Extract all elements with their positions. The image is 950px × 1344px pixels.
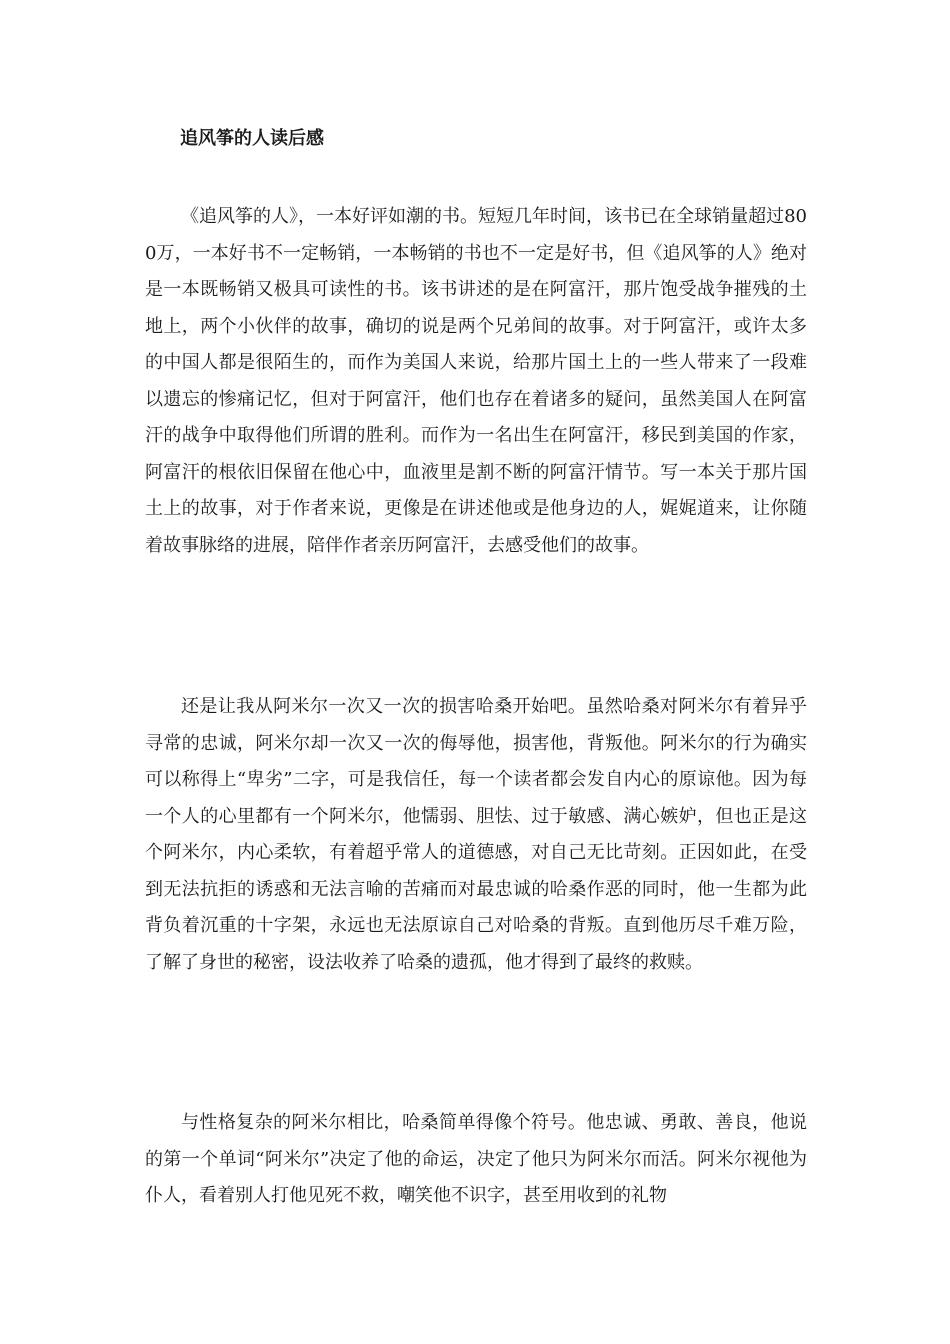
paragraph-1: 《追风筝的人》，一本好评如潮的书。短短几年时间，该书已在全球销量超过800万，一本好书不一定畅销，一本畅销的书也不一定是好书，但《追风筝的人》绝对是一本既畅销又极具可读性的书。该书讲述的是在阿富汗，那片饱受战争摧残的土地上，两个小伙伴的故事，确切的说是两个兄弟间的故事。对于阿富汗，或许太多的中国人都是很陌生的，而作为美国人来说，给那片国土上的一些人带来了一段难以遗忘的惨痛记忆，但对于阿富汗，他们也存在着诸多的疑问，虽然美国人在阿富汗的战争中取得他们所谓的胜利。而作为一名出生在阿富汗，移民到美国的作家，阿富汗的根依旧保留在他心中，血液里是割不断的阿富汗情节。写一本关于那片国土上的故事，对于作者来说，更像是在讲述他或是他身边的人，娓娓道来，让你随着故事脉络的进展，陪伴作者亲历阿富汗，去感受他们的故事。 (145, 206, 807, 556)
document-title: 追风筝的人读后感 (180, 128, 324, 149)
paragraph-2: 还是让我从阿米尔一次又一次的损害哈桑开始吧。虽然哈桑对阿米尔有着异乎寻常的忠诚，阿米尔却一次又一次的侮辱他，损害他，背叛他。阿米尔的行为确实可以称得上“卑劣”二字，可是我信任，每一个读者都会发自内心的原谅他。因为每一个人的心里都有一个阿米尔，他懦弱、胆怯、过于敏感、满心嫉妒，但也正是这个阿米尔，内心柔软，有着超乎常人的道德感，对自己无比苛刻。正因如此，在受到无法抗拒的诱惑和无法言喻的苦痛而对最忠诚的哈桑作恶的同时，他一生都为此背负着沉重的十字架，永远也无法原谅自己对哈桑的背叛。直到他历尽千难万险，了解了身世的秘密，设法收养了哈桑的遗孤，他才得到了最终的救赎。 (145, 696, 807, 973)
paragraph-3: 与性格复杂的阿米尔相比，哈桑简单得像个符号。他忠诚、勇敢、善良，他说的第一个单词“阿米尔”决定了他的命运，决定了他只为阿米尔而活。阿米尔视他为仆人，看着别人打他见死不救，嘲笑他不识字，甚至用收到的礼物 (145, 1112, 807, 1206)
